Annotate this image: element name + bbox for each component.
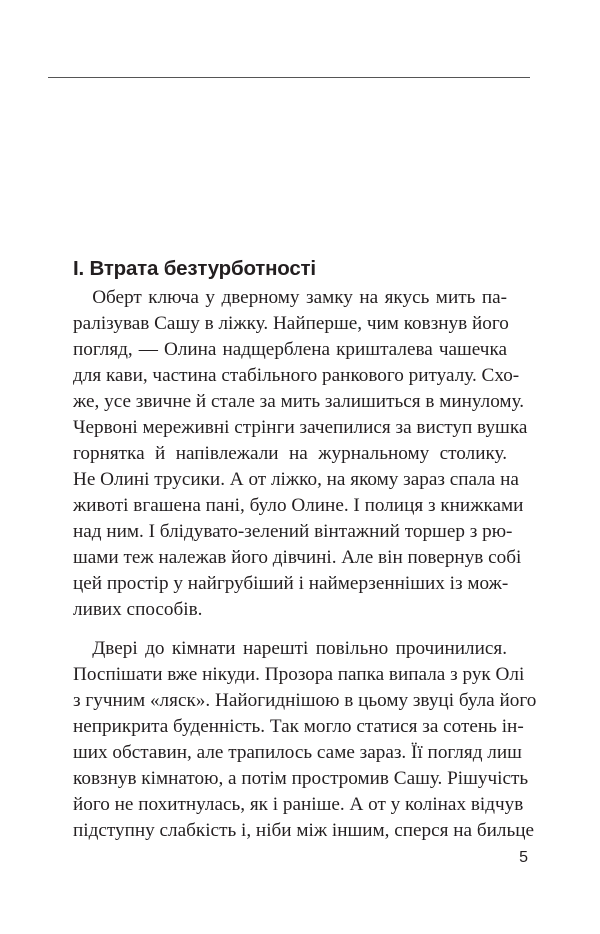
text-line: животі вгашена пані, було Олине. І полиця з книжками bbox=[73, 495, 524, 516]
text-line: з гучним «ляск». Найогиднішою в цьому звуці була його bbox=[73, 690, 537, 711]
text-line: горнятка й напівлежали на журнальному столику. bbox=[73, 443, 507, 464]
text-line: ливих способів. bbox=[73, 599, 203, 620]
text-line: Не Олині трусики. А от ліжко, на якому зараз спала на bbox=[73, 469, 519, 490]
header-rule bbox=[48, 77, 530, 78]
paragraph-2 bbox=[73, 636, 537, 844]
paragraph-1 bbox=[73, 285, 528, 623]
text-line: його не похитнулась, як і раніше. А от у колінах відчув bbox=[73, 794, 524, 815]
text-line: ралізував Сашу в ліжку. Найперше, чим ковзнув його bbox=[73, 313, 509, 334]
text-line: ковзнув кімнатою, а потім простромив Сашу. Рішучість bbox=[73, 768, 529, 789]
text-line: Червоні мереживні стрінги зачепилися за виступ вушка bbox=[73, 417, 528, 438]
text-line: цей простір у найгрубіший і наймерзенніших із мож- bbox=[73, 573, 509, 594]
text-line: же, усе звичне й стале за мить залишиться в минулому. bbox=[73, 391, 525, 412]
text-line: погляд, — Олина надщерблена кришталева чашечка bbox=[73, 339, 507, 360]
text-line: Оберт ключа у дверному замку на якусь мить па- bbox=[73, 287, 507, 308]
text-line: шами теж належав його дівчині. Але він повернув собі bbox=[73, 547, 522, 568]
text-line: Двері до кімнати нарешті повільно прочинилися. bbox=[73, 638, 507, 659]
page-number: 5 bbox=[519, 849, 528, 866]
text-line: ших обставин, але трапилось саме зараз. Її погляд лиш bbox=[73, 742, 522, 763]
text-line: підступну слабкість і, ніби між іншим, сперся на бильце bbox=[73, 820, 535, 841]
text-line: для кави, частина стабільного ранкового ритуалу. Схо- bbox=[73, 365, 520, 386]
text-line: Поспішати вже нікуди. Прозора папка випала з рук Олі bbox=[73, 664, 525, 685]
chapter-title: I. Втрата безтурботності bbox=[73, 257, 316, 280]
text-line: неприкрита буденність. Так могло статися за сотень ін- bbox=[73, 716, 524, 737]
text-line: над ним. І блідувато-зелений вінтажний торшер з рю- bbox=[73, 521, 513, 542]
